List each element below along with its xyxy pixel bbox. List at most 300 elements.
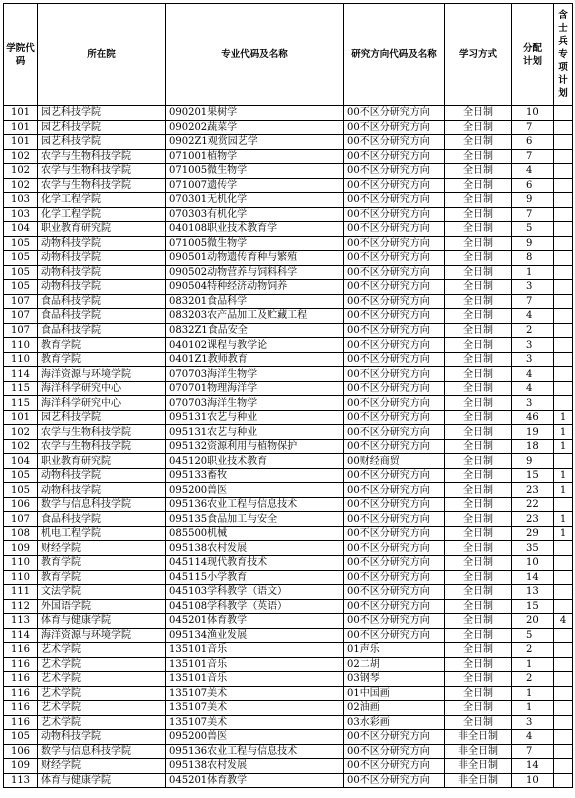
cell-direction: 01中国画 (344, 686, 445, 701)
cell-mode: 全日制 (445, 381, 512, 396)
table-row (4, 672, 573, 687)
cell-code: 116 (4, 672, 38, 687)
cell-college: 机电工程学院 (38, 526, 166, 541)
cell-major: 0401Z1教师教育 (166, 352, 344, 367)
cell-code: 115 (4, 396, 38, 411)
cell-major: 135107美术 (166, 715, 344, 730)
cell-plan: 9 (512, 454, 554, 469)
cell-code: 105 (4, 468, 38, 483)
cell-college: 职业教育研究院 (38, 222, 166, 237)
cell-plan: 23 (512, 512, 554, 527)
cell-major: 045201体育教学 (166, 614, 344, 629)
cell-major: 095136农业工程与信息技术 (166, 497, 344, 512)
cell-soldier (554, 657, 573, 672)
table-row (4, 686, 573, 701)
cell-plan: 6 (512, 178, 554, 193)
cell-direction: 03钢琴 (344, 672, 445, 687)
cell-mode: 全日制 (445, 468, 512, 483)
table-row (4, 222, 573, 237)
cell-code: 107 (4, 309, 38, 324)
cell-plan: 4 (512, 164, 554, 179)
cell-soldier (554, 280, 573, 295)
cell-soldier: 1 (554, 410, 573, 425)
cell-major: 135101音乐 (166, 657, 344, 672)
cell-mode: 全日制 (445, 672, 512, 687)
cell-college: 农学与生物科技学院 (38, 439, 166, 454)
table-row (4, 759, 573, 774)
cell-mode: 全日制 (445, 193, 512, 208)
cell-plan: 19 (512, 425, 554, 440)
cell-major: 071005微生物学 (166, 236, 344, 251)
header-mode: 学习方式 (445, 4, 512, 106)
cell-mode: 全日制 (445, 338, 512, 353)
cell-major: 070703海洋生物学 (166, 367, 344, 382)
cell-mode: 全日制 (445, 526, 512, 541)
cell-mode: 全日制 (445, 614, 512, 629)
cell-soldier (554, 497, 573, 512)
cell-code: 102 (4, 164, 38, 179)
cell-direction: 00不区分研究方向 (344, 352, 445, 367)
cell-direction: 00不区分研究方向 (344, 236, 445, 251)
cell-major: 090202蔬菜学 (166, 120, 344, 135)
cell-soldier (554, 570, 573, 585)
cell-college: 艺术学院 (38, 701, 166, 716)
cell-major: 070301无机化学 (166, 193, 344, 208)
cell-mode: 全日制 (445, 222, 512, 237)
cell-plan: 3 (512, 396, 554, 411)
cell-major: 070701物理海洋学 (166, 381, 344, 396)
cell-mode: 全日制 (445, 454, 512, 469)
cell-code: 102 (4, 425, 38, 440)
cell-mode: 全日制 (445, 425, 512, 440)
cell-code: 110 (4, 352, 38, 367)
table-row (4, 352, 573, 367)
header-plan-text: 分配计划 (522, 42, 542, 67)
cell-college: 海洋科学研究中心 (38, 381, 166, 396)
table-row (4, 628, 573, 643)
cell-college: 园艺科技学院 (38, 135, 166, 150)
table-row (4, 555, 573, 570)
cell-mode: 全日制 (445, 236, 512, 251)
cell-college: 化学工程学院 (38, 207, 166, 222)
cell-plan: 1 (512, 657, 554, 672)
cell-soldier (554, 207, 573, 222)
cell-direction: 00财经商贸 (344, 454, 445, 469)
cell-plan: 5 (512, 628, 554, 643)
cell-code: 101 (4, 135, 38, 150)
cell-college: 动物科技学院 (38, 730, 166, 745)
cell-college: 园艺科技学院 (38, 120, 166, 135)
header-plan (512, 4, 554, 106)
cell-major: 070703海洋生物学 (166, 396, 344, 411)
cell-direction: 00不区分研究方向 (344, 207, 445, 222)
cell-direction: 00不区分研究方向 (344, 265, 445, 280)
cell-mode: 全日制 (445, 280, 512, 295)
cell-code: 107 (4, 512, 38, 527)
cell-mode: 全日制 (445, 599, 512, 614)
cell-college: 园艺科技学院 (38, 106, 166, 121)
cell-mode: 全日制 (445, 686, 512, 701)
cell-college: 食品科技学院 (38, 309, 166, 324)
cell-direction: 00不区分研究方向 (344, 367, 445, 382)
table-row (4, 425, 573, 440)
cell-code: 110 (4, 338, 38, 353)
cell-major: 095138农村发展 (166, 759, 344, 774)
cell-college: 动物科技学院 (38, 468, 166, 483)
cell-code: 116 (4, 686, 38, 701)
cell-college: 体育与健康学院 (38, 773, 166, 788)
cell-college: 园艺科技学院 (38, 410, 166, 425)
table-row (4, 643, 573, 658)
table-row (4, 454, 573, 469)
cell-direction: 00不区分研究方向 (344, 410, 445, 425)
cell-college: 艺术学院 (38, 643, 166, 658)
table-row (4, 164, 573, 179)
cell-plan: 2 (512, 672, 554, 687)
cell-major: 090502动物营养与饲料科学 (166, 265, 344, 280)
cell-college: 食品科技学院 (38, 323, 166, 338)
cell-college: 教育学院 (38, 555, 166, 570)
cell-direction: 00不区分研究方向 (344, 294, 445, 309)
cell-code: 115 (4, 381, 38, 396)
cell-direction: 00不区分研究方向 (344, 222, 445, 237)
cell-plan: 7 (512, 149, 554, 164)
cell-plan: 15 (512, 599, 554, 614)
table-row (4, 439, 573, 454)
cell-mode: 全日制 (445, 643, 512, 658)
cell-soldier (554, 396, 573, 411)
table-row (4, 338, 573, 353)
cell-major: 040108职业技术教育学 (166, 222, 344, 237)
cell-mode: 全日制 (445, 497, 512, 512)
cell-code: 102 (4, 439, 38, 454)
cell-plan: 10 (512, 773, 554, 788)
cell-plan: 18 (512, 439, 554, 454)
cell-direction: 00不区分研究方向 (344, 483, 445, 498)
cell-soldier (554, 744, 573, 759)
header-major: 专业代码及名称 (166, 4, 344, 106)
cell-plan: 1 (512, 265, 554, 280)
cell-direction: 00不区分研究方向 (344, 526, 445, 541)
cell-code: 107 (4, 323, 38, 338)
cell-mode: 非全日制 (445, 759, 512, 774)
cell-soldier (554, 628, 573, 643)
table-row (4, 381, 573, 396)
cell-soldier (554, 222, 573, 237)
cell-direction: 00不区分研究方向 (344, 251, 445, 266)
cell-college: 动物科技学院 (38, 236, 166, 251)
cell-code: 101 (4, 120, 38, 135)
cell-mode: 全日制 (445, 396, 512, 411)
table-row (4, 323, 573, 338)
cell-mode: 全日制 (445, 367, 512, 382)
cell-mode: 全日制 (445, 555, 512, 570)
cell-soldier (554, 323, 573, 338)
cell-plan: 10 (512, 106, 554, 121)
cell-college: 海洋资源与环境学院 (38, 628, 166, 643)
enrollment-plan-table (3, 3, 573, 788)
table-row (4, 396, 573, 411)
cell-plan: 9 (512, 236, 554, 251)
table-row (4, 701, 573, 716)
cell-soldier: 4 (554, 614, 573, 629)
table-row (4, 468, 573, 483)
cell-direction: 00不区分研究方向 (344, 730, 445, 745)
cell-soldier: 1 (554, 512, 573, 527)
cell-major: 090501动物遗传育种与繁殖 (166, 251, 344, 266)
cell-direction: 00不区分研究方向 (344, 614, 445, 629)
cell-direction: 00不区分研究方向 (344, 164, 445, 179)
cell-mode: 非全日制 (445, 730, 512, 745)
cell-code: 101 (4, 410, 38, 425)
cell-plan: 2 (512, 323, 554, 338)
cell-code: 109 (4, 541, 38, 556)
cell-code: 113 (4, 773, 38, 788)
cell-mode: 全日制 (445, 483, 512, 498)
cell-soldier (554, 251, 573, 266)
cell-plan: 3 (512, 280, 554, 295)
cell-direction: 00不区分研究方向 (344, 744, 445, 759)
cell-plan: 14 (512, 570, 554, 585)
cell-plan: 13 (512, 585, 554, 600)
cell-code: 110 (4, 555, 38, 570)
cell-direction: 01声乐 (344, 643, 445, 658)
cell-plan: 23 (512, 483, 554, 498)
table-row (4, 280, 573, 295)
cell-code: 103 (4, 193, 38, 208)
table-row (4, 106, 573, 121)
cell-major: 045114现代教育技术 (166, 555, 344, 570)
cell-college: 食品科技学院 (38, 294, 166, 309)
cell-mode: 全日制 (445, 512, 512, 527)
cell-college: 农学与生物科技学院 (38, 164, 166, 179)
table-row (4, 657, 573, 672)
cell-code: 105 (4, 280, 38, 295)
cell-soldier (554, 381, 573, 396)
cell-major: 135107美术 (166, 701, 344, 716)
cell-soldier (554, 715, 573, 730)
table-row (4, 410, 573, 425)
table-row (4, 265, 573, 280)
cell-major: 070303有机化学 (166, 207, 344, 222)
cell-direction: 00不区分研究方向 (344, 135, 445, 150)
cell-major: 095134渔业发展 (166, 628, 344, 643)
cell-direction: 03水彩画 (344, 715, 445, 730)
cell-major: 095131农艺与种业 (166, 410, 344, 425)
table-body (4, 106, 573, 788)
table-row (4, 149, 573, 164)
cell-code: 110 (4, 570, 38, 585)
cell-code: 106 (4, 744, 38, 759)
table-row (4, 367, 573, 382)
cell-soldier (554, 643, 573, 658)
cell-plan: 29 (512, 526, 554, 541)
table-row (4, 236, 573, 251)
cell-code: 105 (4, 483, 38, 498)
cell-plan: 2 (512, 643, 554, 658)
cell-mode: 全日制 (445, 715, 512, 730)
cell-college: 农学与生物科技学院 (38, 149, 166, 164)
cell-soldier (554, 265, 573, 280)
cell-mode: 全日制 (445, 323, 512, 338)
cell-soldier (554, 730, 573, 745)
cell-code: 102 (4, 178, 38, 193)
cell-soldier (554, 164, 573, 179)
cell-college: 化学工程学院 (38, 193, 166, 208)
cell-major: 135107美术 (166, 686, 344, 701)
cell-mode: 全日制 (445, 628, 512, 643)
cell-college: 职业教育研究院 (38, 454, 166, 469)
cell-soldier (554, 352, 573, 367)
cell-major: 045201体育教学 (166, 773, 344, 788)
cell-plan: 15 (512, 468, 554, 483)
cell-college: 教育学院 (38, 570, 166, 585)
table-row (4, 178, 573, 193)
cell-soldier (554, 120, 573, 135)
cell-direction: 02二胡 (344, 657, 445, 672)
cell-plan: 14 (512, 759, 554, 774)
table-row (4, 744, 573, 759)
cell-direction: 00不区分研究方向 (344, 512, 445, 527)
cell-code: 116 (4, 643, 38, 658)
cell-direction: 00不区分研究方向 (344, 468, 445, 483)
cell-code: 108 (4, 526, 38, 541)
cell-mode: 全日制 (445, 135, 512, 150)
cell-major: 135101音乐 (166, 672, 344, 687)
table-row (4, 251, 573, 266)
table-row (4, 512, 573, 527)
cell-major: 045103学科教学（语文） (166, 585, 344, 600)
cell-college: 食品科技学院 (38, 512, 166, 527)
cell-major: 071007遗传学 (166, 178, 344, 193)
cell-soldier: 1 (554, 483, 573, 498)
cell-code: 114 (4, 628, 38, 643)
cell-mode: 全日制 (445, 657, 512, 672)
cell-mode: 全日制 (445, 439, 512, 454)
cell-code: 102 (4, 149, 38, 164)
cell-direction: 00不区分研究方向 (344, 599, 445, 614)
cell-college: 农学与生物科技学院 (38, 178, 166, 193)
cell-college: 动物科技学院 (38, 280, 166, 295)
cell-plan: 1 (512, 686, 554, 701)
table-row (4, 730, 573, 745)
cell-mode: 全日制 (445, 178, 512, 193)
cell-soldier (554, 106, 573, 121)
cell-plan: 1 (512, 701, 554, 716)
cell-code: 113 (4, 614, 38, 629)
cell-major: 095200兽医 (166, 730, 344, 745)
cell-direction: 00不区分研究方向 (344, 555, 445, 570)
cell-soldier (554, 135, 573, 150)
cell-code: 114 (4, 367, 38, 382)
cell-direction: 00不区分研究方向 (344, 425, 445, 440)
cell-direction: 00不区分研究方向 (344, 439, 445, 454)
cell-code: 105 (4, 251, 38, 266)
cell-soldier (554, 294, 573, 309)
cell-code: 106 (4, 497, 38, 512)
cell-major: 135101音乐 (166, 643, 344, 658)
cell-direction: 00不区分研究方向 (344, 628, 445, 643)
cell-plan: 35 (512, 541, 554, 556)
table-row (4, 526, 573, 541)
table-row (4, 773, 573, 788)
cell-soldier (554, 672, 573, 687)
cell-college: 数学与信息科技学院 (38, 744, 166, 759)
header-direction: 研究方向代码及名称 (344, 4, 445, 106)
cell-mode: 全日制 (445, 120, 512, 135)
cell-mode: 全日制 (445, 164, 512, 179)
cell-soldier (554, 759, 573, 774)
cell-mode: 全日制 (445, 541, 512, 556)
cell-code: 101 (4, 106, 38, 121)
cell-mode: 全日制 (445, 701, 512, 716)
cell-code: 116 (4, 715, 38, 730)
cell-mode: 非全日制 (445, 773, 512, 788)
table-row (4, 309, 573, 324)
header-college: 所在院 (38, 4, 166, 106)
cell-direction: 00不区分研究方向 (344, 759, 445, 774)
cell-soldier (554, 193, 573, 208)
cell-code: 103 (4, 207, 38, 222)
cell-college: 动物科技学院 (38, 251, 166, 266)
cell-mode: 全日制 (445, 352, 512, 367)
cell-soldier (554, 585, 573, 600)
cell-soldier (554, 149, 573, 164)
cell-code: 105 (4, 730, 38, 745)
cell-soldier (554, 773, 573, 788)
cell-code: 116 (4, 657, 38, 672)
cell-direction: 00不区分研究方向 (344, 149, 445, 164)
cell-plan: 3 (512, 352, 554, 367)
cell-college: 体育与健康学院 (38, 614, 166, 629)
header-soldier (554, 4, 573, 106)
cell-college: 农学与生物科技学院 (38, 425, 166, 440)
header-soldier-text: 含士兵专项计划 (558, 10, 568, 99)
cell-plan: 3 (512, 715, 554, 730)
cell-direction: 00不区分研究方向 (344, 120, 445, 135)
cell-major: 071001植物学 (166, 149, 344, 164)
cell-major: 090504特种经济动物饲养 (166, 280, 344, 295)
cell-direction: 00不区分研究方向 (344, 585, 445, 600)
cell-soldier (554, 555, 573, 570)
cell-direction: 00不区分研究方向 (344, 309, 445, 324)
cell-plan: 7 (512, 120, 554, 135)
cell-plan: 7 (512, 294, 554, 309)
cell-direction: 00不区分研究方向 (344, 338, 445, 353)
cell-mode: 全日制 (445, 251, 512, 266)
cell-direction: 00不区分研究方向 (344, 541, 445, 556)
table-row (4, 294, 573, 309)
cell-soldier (554, 178, 573, 193)
cell-college: 外国语学院 (38, 599, 166, 614)
table-row (4, 497, 573, 512)
table-row (4, 585, 573, 600)
cell-soldier (554, 236, 573, 251)
cell-college: 数学与信息科技学院 (38, 497, 166, 512)
cell-plan: 46 (512, 410, 554, 425)
cell-major: 040102课程与教学论 (166, 338, 344, 353)
header-code: 学院代码 (4, 4, 38, 106)
cell-major: 095135食品加工与安全 (166, 512, 344, 527)
table-row (4, 614, 573, 629)
cell-college: 财经学院 (38, 541, 166, 556)
cell-major: 083201食品科学 (166, 294, 344, 309)
cell-mode: 全日制 (445, 265, 512, 280)
cell-major: 095200兽医 (166, 483, 344, 498)
cell-mode: 全日制 (445, 585, 512, 600)
cell-soldier (554, 309, 573, 324)
cell-soldier: 1 (554, 468, 573, 483)
